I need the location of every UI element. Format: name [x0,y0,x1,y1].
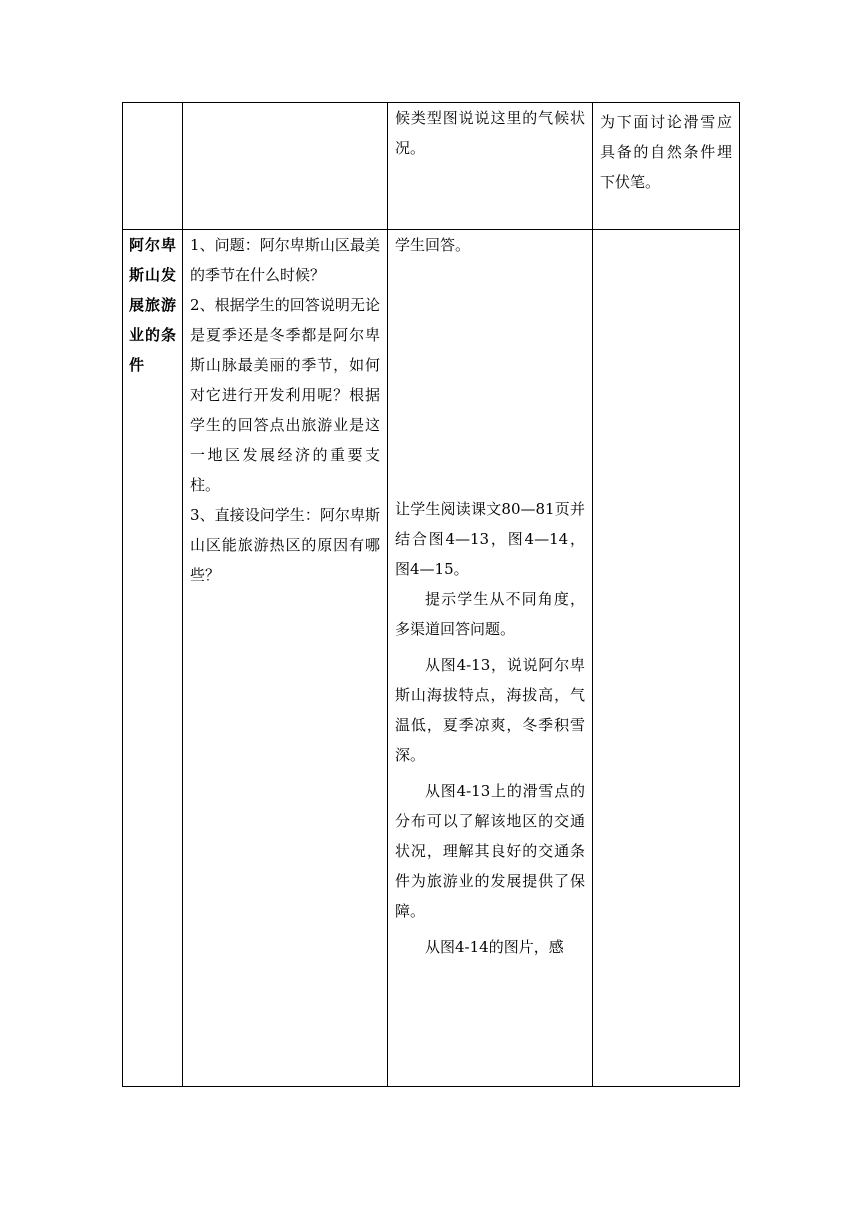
student-point-altitude: 从图4-13，说说阿尔卑斯山海拔特点，海拔高，气温低，夏季凉爽，冬季积雪深。 [395,656,585,764]
table-cell-design-intent [593,103,740,230]
teacher-explanation-2: 2、根据学生的回答说明无论是夏季还是冬季都是阿尔卑斯山脉最美丽的季节，如何对它进行开发利用呢？根据学生的回答点出旅游业是这一地区发展经济的重要支柱。 [190,296,380,494]
lesson-plan-table [122,102,740,1087]
student-activity-text: 候类型图说说这里的气候状况。 [395,109,585,157]
teacher-question-3: 3、直接设问学生：阿尔卑斯山区能旅游热区的原因有哪些？ [190,506,380,584]
cell-text [593,103,739,197]
student-point-images: 从图4-14的图片，感 [425,938,564,956]
student-hint: 提示学生从不同角度，多渠道回答问题。 [395,590,585,638]
teacher-question-1: 1、问题：阿尔卑斯山区最美的季节在什么时候？ [190,236,380,284]
design-intent-text: 为下面讨论滑雪应具备的自然条件埋下伏笔。 [600,113,732,191]
table-cell-section [123,230,183,1087]
table-cell-teacher-activity [183,103,388,230]
student-activity [388,230,592,962]
student-answer: 学生回答。 [395,236,471,254]
table-cell-section [123,103,183,230]
section-heading: 阿尔卑斯山发展旅游业的条件 [129,236,176,374]
table-cell-student-activity [388,103,593,230]
table-cell-design-intent [593,230,740,1087]
teacher-activity [183,230,387,590]
table-cell-student-activity [388,230,593,1087]
cell-text [388,103,592,163]
blank-space [395,260,585,494]
table-row [123,230,740,1087]
table-cell-teacher-activity [183,230,388,1087]
student-reading-task: 让学生阅读课文80—81页并结合图4—13，图4—14，图4—15。 [395,500,585,578]
table-row [123,103,740,230]
student-point-transport: 从图4-13上的滑雪点的分布可以了解该地区的交通状况，理解其良好的交通条件为旅游业的发展提供了保障。 [395,782,585,920]
